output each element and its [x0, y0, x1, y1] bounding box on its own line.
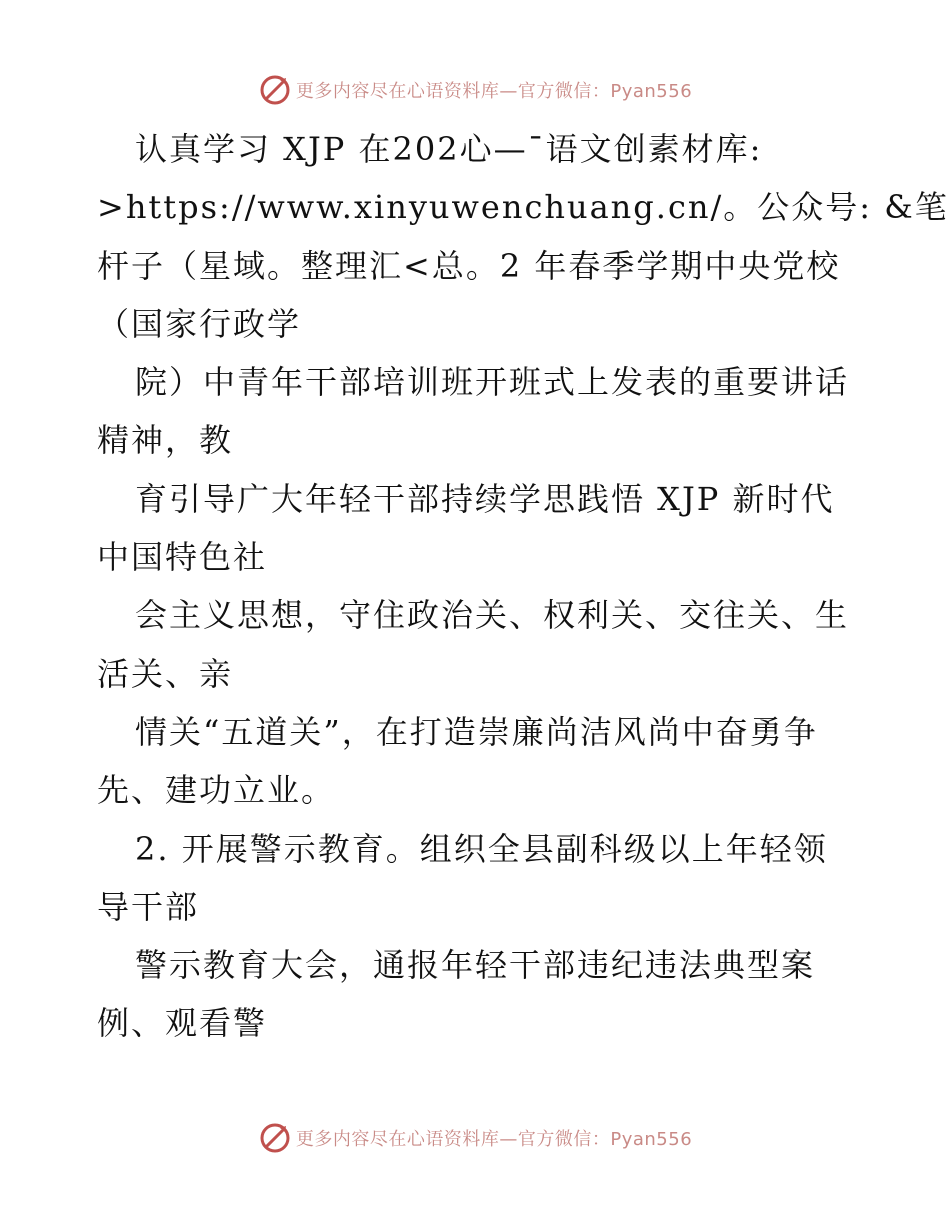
body-line: >https://www.xinyuwenchuang.cn/。公众号: &笔 — [97, 188, 949, 227]
document-body — [97, 120, 949, 1053]
body-line: 中国特色社 — [97, 538, 268, 577]
brand-logo-icon — [258, 73, 292, 107]
footer-watermark — [0, 1118, 950, 1158]
watermark-text: 更多内容尽在心语资料库—官方微信：Pyan556 — [295, 81, 693, 102]
body-line: 情关“五道关”，在打造崇廉尚洁风尚中奋勇争 — [135, 712, 818, 751]
body-line: 院）中青年干部培训班开班式上发表的重要讲话 — [135, 363, 850, 402]
watermark-text: 更多内容尽在心语资料库—官方微信：Pyan556 — [295, 1129, 693, 1150]
body-line: 认真学习 XJP 在202心—¯语文创素材库: — [135, 130, 763, 168]
body-line: 精神，教 — [97, 421, 234, 460]
body-line: 导干部 — [97, 887, 200, 926]
body-line: （国家行政学 — [97, 304, 302, 343]
header-watermark — [0, 70, 950, 110]
body-line: 2. 开展警示教育。组织全县副科级以上年轻领 — [135, 829, 828, 868]
body-line: 杆子（星域。整理汇<总。2 年春季学期中央党校 — [97, 246, 841, 285]
body-line: 活关、亲 — [97, 654, 234, 693]
body-line: 会主义思想，守住政治关、权利关、交往关、生 — [135, 596, 850, 635]
body-line: 例、观看警 — [97, 1004, 268, 1043]
body-line: 警示教育大会，通报年轻干部违纪违法典型案 — [135, 946, 816, 985]
brand-logo-icon — [258, 1121, 292, 1155]
body-line: 育引导广大年轻干部持续学思践悟 XJP 新时代 — [135, 479, 835, 518]
body-line: 先、建功立业。 — [97, 771, 336, 810]
